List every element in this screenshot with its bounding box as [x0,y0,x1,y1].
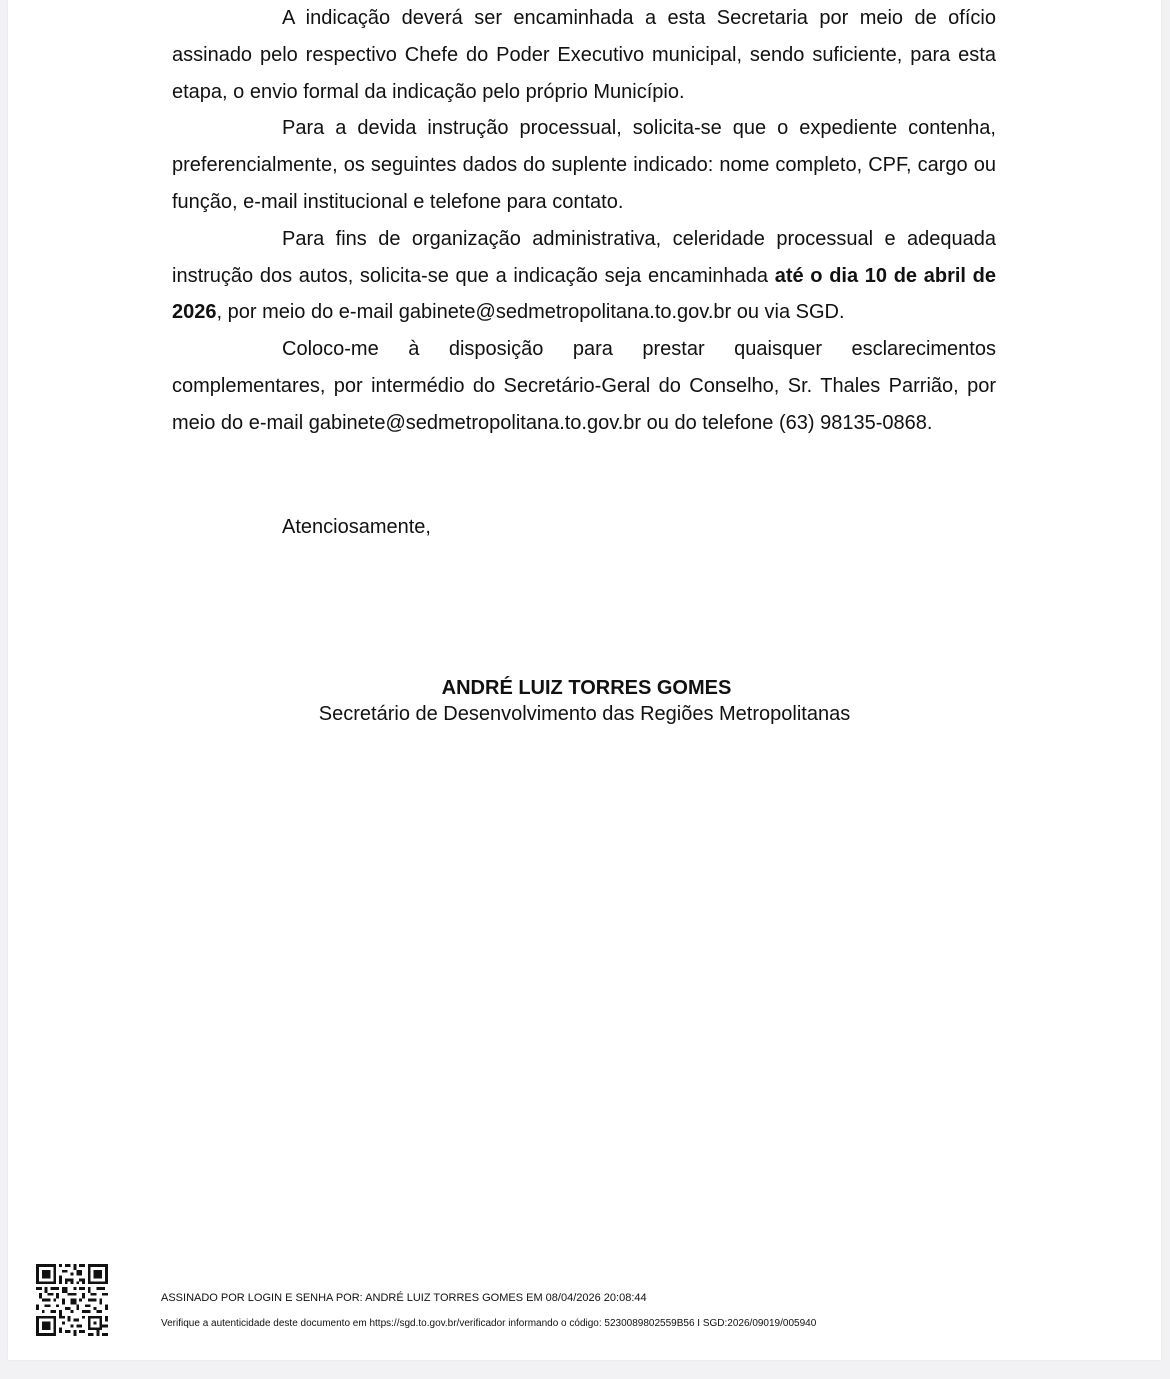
signatory-name-text: ANDRÉ LUIZ TORRES GOMES [441,677,732,699]
qr-code-icon[interactable] [36,1264,108,1336]
document-page [8,0,1161,1360]
paragraph-prazo [172,221,996,331]
paragraph-indicacao: A indicação deverá ser encaminhada a esta Secretaria por meio de ofício assinado pelo respectivo Chefe do Poder Executivo municipal, sendo suficiente, para esta etapa, o envio formal da indicação pelo próprio Município. [172,7,996,103]
verification-line: Verifique a autenticidade deste documento em https://sgd.to.gov.br/verificador informando o código: 5230089802559B56 I SGD:2026/09019/005940 [161,1318,817,1329]
paragraph-prazo-end: , por meio do e-mail gabinete@sedmetropolitana.to.gov.br ou via SGD. [216,301,845,324]
paragraph-instrucao: Para a devida instrução processual, solicita-se que o expediente contenha, preferencialmente, os seguintes dados do suplente indicado: nome completo, CPF, cargo ou função, e-mail institucional e telefone para contato. [172,117,996,213]
closing-greeting: Atenciosamente, [282,516,431,538]
document-body [172,0,996,442]
deadline-bold: até o dia 10 de abril de 2026 [172,264,996,324]
paragraph-prazo-start: Para fins de organização administrativa, celeridade processual e adequada instrução dos autos, solicita-se que a indicação seja encaminhada [172,227,996,287]
signatory-title: Secretário de Desenvolvimento das Regiões Metropolitanas [318,703,851,725]
paragraph-disposicao: Coloco-me à disposição para prestar quaisquer esclarecimentos complementares, por intermédio do Secretário-Geral do Conselho, Sr. Thales Parrião, por meio do e-mail gabinete@sedmetropolitana.to.gov.br ou do telefone (63) 98135-0868. [172,338,996,434]
signatory-name [8,677,1161,700]
signature-stamp-line: ASSINADO POR LOGIN E SENHA POR: ANDRÉ LUIZ TORRES GOMES EM 08/04/2026 20:08:44 [161,1292,647,1304]
